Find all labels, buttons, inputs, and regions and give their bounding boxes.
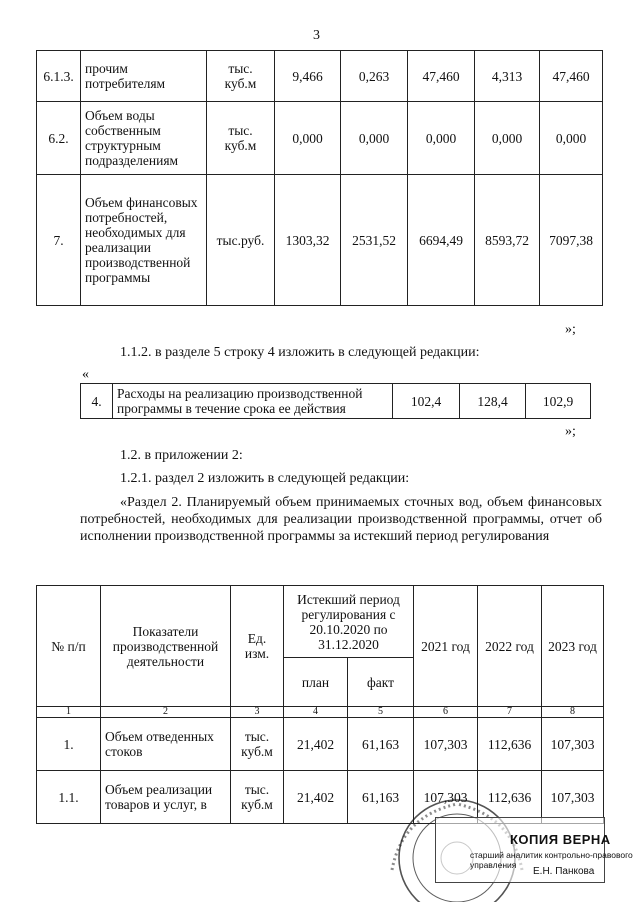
section-2-title: «Раздел 2. Планируемый объем принимаемых сточных вод, объем финансовых потребностей, необходимых для реализации производственной программы, отчет об исполнении производственной программы за истекший период регулирования (80, 495, 602, 544)
row-unit: тыс. куб.м (231, 771, 284, 824)
value-cell: 47,460 (408, 51, 475, 102)
header-unit: Ед. изм. (231, 586, 284, 707)
value-cell: 21,402 (284, 718, 348, 771)
table-header-row (37, 586, 604, 658)
value-cell: 112,636 (478, 718, 542, 771)
closing-quote: »; (565, 322, 576, 337)
row-number: 4. (81, 384, 113, 419)
table-row (37, 51, 603, 102)
stamp-signer-name: Е.Н. Панкова (533, 866, 595, 877)
column-number: 2 (101, 707, 231, 718)
column-number: 8 (542, 707, 604, 718)
value-cell: 0,000 (475, 102, 540, 175)
column-number: 3 (231, 707, 284, 718)
row-number: 7. (37, 175, 81, 306)
value-cell: 1303,32 (275, 175, 341, 306)
value-cell: 102,9 (526, 384, 591, 419)
value-cell: 7097,38 (540, 175, 603, 306)
value-cell: 61,163 (348, 771, 414, 824)
paragraph-1-2: 1.2. в приложении 2: (120, 448, 243, 463)
table-wastewater (36, 585, 604, 824)
row-name: Расходы на реализацию производственной программы в течение срока ее действия (113, 384, 393, 419)
table-row (37, 102, 603, 175)
row-name: Объем воды собственным структурным подразделениям (81, 102, 207, 175)
column-number: 7 (478, 707, 542, 718)
row-number: 6.1.3. (37, 51, 81, 102)
table-water-volume (36, 50, 603, 306)
row-name: Объем отведенных стоков (101, 718, 231, 771)
row-name: Объем реализации товаров и услуг, в (101, 771, 231, 824)
value-cell: 107,303 (542, 771, 604, 824)
closing-quote: »; (565, 424, 576, 439)
value-cell: 0,000 (540, 102, 603, 175)
value-cell: 0,000 (408, 102, 475, 175)
row-unit: тыс. куб.м (207, 102, 275, 175)
paragraph-1-1-2: 1.1.2. в разделе 5 строку 4 изложить в следующей редакции: (120, 345, 480, 360)
value-cell: 107,303 (414, 718, 478, 771)
value-cell: 0,000 (275, 102, 341, 175)
value-cell: 47,460 (540, 51, 603, 102)
value-cell: 9,466 (275, 51, 341, 102)
value-cell: 112,636 (478, 771, 542, 824)
header-period: Истекший период регулирования с 20.10.2020 по 31.12.2020 (284, 586, 414, 658)
row-number: 6.2. (37, 102, 81, 175)
header-fact: факт (348, 658, 414, 707)
row-name: Объем финансовых потребностей, необходимых для реализации производственной программы (81, 175, 207, 306)
value-cell: 107,303 (414, 771, 478, 824)
value-cell: 0,263 (341, 51, 408, 102)
value-cell: 4,313 (475, 51, 540, 102)
value-cell: 128,4 (460, 384, 526, 419)
value-cell: 21,402 (284, 771, 348, 824)
header-num: № п/п (37, 586, 101, 707)
value-cell: 102,4 (393, 384, 460, 419)
page-number: 3 (313, 28, 320, 43)
column-number: 5 (348, 707, 414, 718)
value-cell: 8593,72 (475, 175, 540, 306)
row-number: 1. (37, 718, 101, 771)
value-cell: 0,000 (341, 102, 408, 175)
table-row (37, 175, 603, 306)
value-cell: 107,303 (542, 718, 604, 771)
value-cell: 6694,49 (408, 175, 475, 306)
header-2022: 2022 год (478, 586, 542, 707)
value-cell: 2531,52 (341, 175, 408, 306)
row-unit: тыс.руб. (207, 175, 275, 306)
value-cell: 61,163 (348, 718, 414, 771)
row-number: 1.1. (37, 771, 101, 824)
row-unit: тыс. куб.м (207, 51, 275, 102)
column-number: 4 (284, 707, 348, 718)
header-2023: 2023 год (542, 586, 604, 707)
header-plan: план (284, 658, 348, 707)
table-expenses (80, 383, 591, 419)
column-number: 6 (414, 707, 478, 718)
column-numbers-row (37, 707, 604, 718)
stamp-title: КОПИЯ ВЕРНА (510, 832, 611, 847)
stamp-subtitle: старший аналитик контрольно-правового управления (470, 850, 633, 870)
header-2021: 2021 год (414, 586, 478, 707)
paragraph-1-2-1: 1.2.1. раздел 2 изложить в следующей редакции: (120, 471, 410, 486)
row-name: прочим потребителям (81, 51, 207, 102)
table-row (37, 718, 604, 771)
header-name: Показатели производственной деятельности (101, 586, 231, 707)
row-unit: тыс. куб.м (231, 718, 284, 771)
table-row (81, 384, 591, 419)
opening-quote: « (82, 367, 89, 382)
column-number: 1 (37, 707, 101, 718)
